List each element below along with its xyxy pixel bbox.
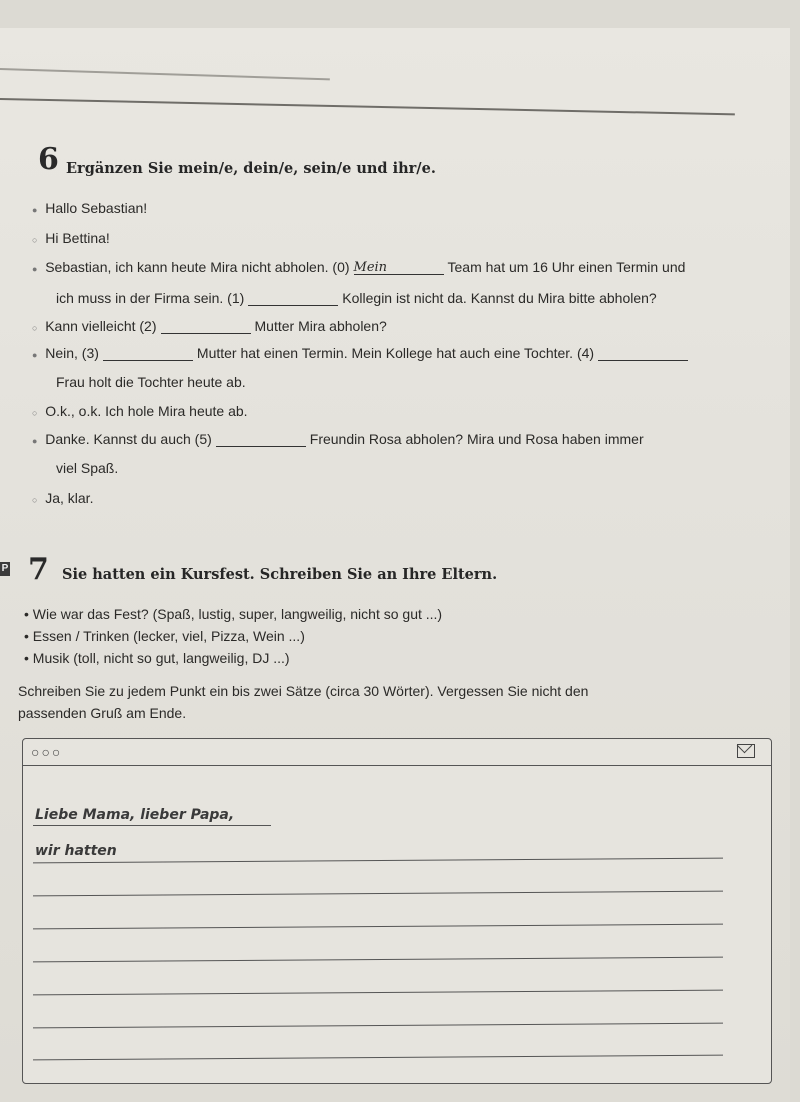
bullet-open-icon: ○ [32,235,38,245]
page-edge-line [0,68,330,80]
dialog-line-5 [32,318,387,334]
writing-line[interactable] [33,1055,723,1061]
writing-line[interactable] [33,924,723,930]
instruction-line-1: Schreiben Sie zu jedem Punkt ein bis zwei Sätze (circa 30 Wörter). Vergessen Sie nicht den [18,683,589,699]
answer-blank-3[interactable] [103,346,193,361]
task-bullet-2: • Essen / Trinken (lecker, viel, Pizza, Wein ...) [24,628,305,644]
dialog-text: ich muss in der Firma sein. (1) [56,290,245,306]
bullet-open-icon: ○ [32,408,38,418]
page-rule [0,98,735,115]
dialog-line-11 [32,490,93,506]
window-dots-icon: ○○○ [31,744,63,760]
answer-blank-1[interactable] [248,291,338,306]
dialog-text: Danke. Kannst du auch (5) [45,431,212,447]
dialog-line-4 [56,290,657,306]
dialog-text: Hi Bettina! [45,230,110,246]
exercise-6-title: Ergänzen Sie mein/e, dein/e, sein/e und ihr/e. [66,160,436,177]
dialog-text: Team hat um 16 Uhr einen Termin und [447,259,686,275]
dialog-text: Kollegin ist nicht da. Kannst du Mira bitte abholen? [342,290,657,306]
dialog-line-3 [32,259,685,275]
dialog-text: viel Spaß. [56,460,119,476]
dialog-text: Freundin Rosa abholen? Mira und Rosa haben immer [309,431,644,447]
dialog-text: Mutter hat einen Termin. Mein Kollege hat auch eine Tochter. (4) [196,345,595,361]
exercise-7-title: Sie hatten ein Kursfest. Schreiben Sie an Ihre Eltern. [62,566,498,583]
bullet-filled-icon: ● [32,205,38,215]
answer-blank-4[interactable] [598,346,688,361]
dialog-line-9 [32,431,644,447]
task-bullet-1: • Wie war das Fest? (Spaß, lustig, super, langweilig, nicht so gut ...) [24,606,443,622]
dialog-text: Hallo Sebastian! [45,200,148,216]
writing-line[interactable] [33,858,723,864]
dialog-line-10 [56,460,118,476]
instruction-line-2: passenden Gruß am Ende. [18,705,187,721]
bullet-filled-icon: ● [32,264,38,274]
email-writing-box[interactable] [22,738,772,1084]
bullet-open-icon: ○ [32,495,38,505]
bullet-filled-icon: ● [32,436,38,446]
writing-line [33,825,271,826]
dialog-line-2 [32,230,110,246]
dialog-text: Kann vielleicht (2) [45,318,157,334]
dialog-line-1 [32,200,147,216]
answer-blank-2[interactable] [161,319,251,334]
dialog-text: Nein, (3) [45,345,99,361]
email-header-bar [23,739,771,766]
exam-badge: P [1,563,9,574]
writing-line[interactable] [33,990,723,996]
dialog-line-6 [32,345,692,361]
dialog-text: O.k., o.k. Ich hole Mira heute ab. [45,403,248,419]
dialog-text: Sebastian, ich kann heute Mira nicht abholen. (0) [45,259,350,275]
task-bullet-text: Wie war das Fest? (Spaß, lustig, super, langweilig, nicht so gut ...) [32,606,443,622]
dialog-text: Mutter Mira abholen? [254,318,387,334]
bullet-filled-icon: ● [32,350,38,360]
task-bullet-text: Musik (toll, nicht so gut, langweilig, DJ ...) [32,650,290,666]
exercise-6-number: 6 [38,142,59,177]
task-bullet-text: Essen / Trinken (lecker, viel, Pizza, Wein ...) [32,628,305,644]
task-bullet-3: • Musik (toll, nicht so gut, langweilig, DJ ...) [24,650,290,666]
envelope-icon [737,744,755,758]
exercise-7-number: 7 [28,552,49,587]
dialog-text: Ja, klar. [45,490,94,506]
dialog-line-8 [32,403,248,419]
writing-line[interactable] [33,1023,723,1029]
answer-blank-0[interactable]: Mein [354,260,444,275]
answer-blank-5[interactable] [216,432,306,447]
email-start-text: wir hatten [35,843,117,859]
dialog-line-7 [56,374,246,390]
writing-line[interactable] [33,957,723,963]
bullet-open-icon: ○ [32,323,38,333]
writing-line[interactable] [33,891,723,897]
dialog-text: Frau holt die Tochter heute ab. [56,374,246,390]
email-greeting: Liebe Mama, lieber Papa, [35,807,235,823]
